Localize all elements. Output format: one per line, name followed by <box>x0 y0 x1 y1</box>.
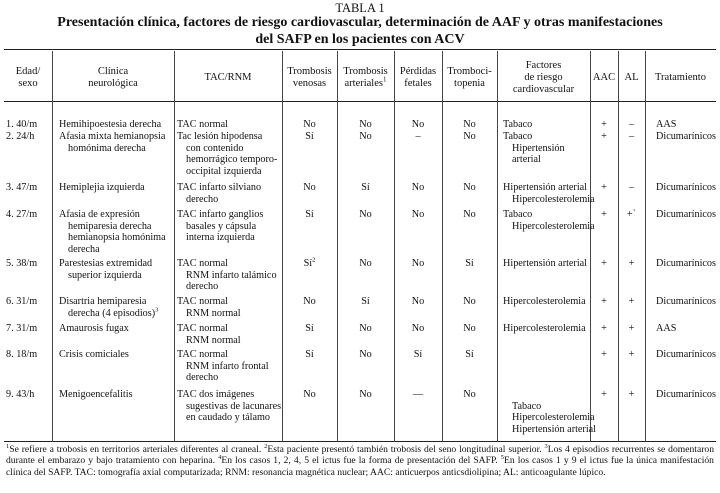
cell-trat: Dicumarínicos <box>656 209 716 220</box>
header-tv-line2: venosas <box>292 78 327 90</box>
cell-tac: RNM normal <box>186 334 241 346</box>
cell-aac: + <box>601 323 607 334</box>
cell-tac: en caudado y tálamo <box>186 412 271 424</box>
cell-tac: Tac lesión hipodensa <box>177 131 263 142</box>
cell-tp: No <box>463 119 476 130</box>
cell-pf: — <box>412 389 424 400</box>
cell-frcv: Hipercolesterolemia <box>512 220 595 232</box>
cell-al: + <box>628 389 635 400</box>
cell-frcv: Hipercolesterolemia <box>512 412 595 424</box>
cell-al: – <box>628 182 635 193</box>
header-tratamiento: Tratamiento <box>655 72 706 83</box>
cell-edad: 5. 38/m <box>6 258 38 269</box>
header-tv-line1: Trombosis <box>287 66 332 77</box>
cell-clinica: Menigoencefalitis <box>59 389 133 400</box>
cell-clinica: derecha <box>68 243 100 255</box>
cell-al: +` <box>626 209 637 220</box>
cell-tac: derecho <box>186 193 219 205</box>
cell-tv: Sí <box>305 349 314 360</box>
cell-pf: No <box>411 119 425 130</box>
cell-tp: No <box>463 131 476 142</box>
footnote-ref: 3 <box>155 306 159 314</box>
cell-pf: No <box>411 296 425 307</box>
cell-clinica: Amaurosis fugax <box>59 323 129 334</box>
cell-tp: No <box>463 296 476 307</box>
footnote-text-5: En los casos 1 y 9 el ictus fue la única manifestación clínica del SAFP. TAC: tomografía axial computarizada; RNM: resonancia magnética nuclear; AAC: anticuerpos anticsdiolipina; AL: anticoagulante lúpico. <box>6 455 714 478</box>
cell-ta: No <box>359 209 372 220</box>
cell-tv: Sí <box>305 209 314 220</box>
column-divider <box>394 51 395 442</box>
cell-tac: TAC infarto ganglios <box>177 209 264 220</box>
header-tp-line2: topenia <box>454 78 485 90</box>
cell-ta: No <box>359 323 372 334</box>
header-clinica <box>52 66 174 90</box>
title-line-2: del SAFP en los pacientes con ACV <box>255 31 465 47</box>
cell-pf: – <box>415 131 421 142</box>
header-fr-line3: cardiovascular <box>512 84 575 96</box>
cell-edad: 1. 40/m <box>6 119 38 130</box>
header-pf-line2: fetales <box>404 78 432 90</box>
cell-clinica: hemiparesia derecha <box>68 220 152 232</box>
footnote-number-2: 2 <box>264 442 268 450</box>
cell-tp: No <box>463 389 476 400</box>
header-aac: AAC <box>592 72 616 83</box>
cell-tac: RNM normal <box>186 307 241 319</box>
footnote-number-5: 5 <box>500 454 504 462</box>
cell-clinica: homónima derecha <box>68 142 146 154</box>
cell-clinica: derecha (4 episodios)$^3$ <box>68 306 159 319</box>
cell-frcv: Tabaco <box>503 209 533 220</box>
footnote-text-3: Los 4 episodios recurrentes se domentaron durante el embarazo y bajo tratamiento con heparina. <box>6 444 714 467</box>
header-tac-rnm: TAC/RNM <box>204 72 252 83</box>
header-edad-sexo <box>4 66 52 90</box>
cell-frcv: Hipercolesterolemia <box>503 323 586 334</box>
cell-frcv: Hipertensión arterial <box>512 423 597 435</box>
column-divider <box>337 51 338 442</box>
cell-frcv: Hipercolesterolemia <box>503 296 586 307</box>
cell-tac: RNM infarto frontal <box>186 360 269 372</box>
cell-aac: + <box>601 131 607 142</box>
header-factores-riesgo <box>497 60 590 97</box>
cell-trat: AAS <box>656 119 677 130</box>
column-divider <box>590 51 591 442</box>
header-clinica-line2: neurológica <box>88 78 138 90</box>
header-ta-line1: Trombosis <box>343 66 388 77</box>
cell-tp: No <box>463 182 476 193</box>
header-rule <box>4 101 716 102</box>
cell-clinica: Afasia mixta hemianopsia <box>59 131 166 142</box>
cell-tac: derecho <box>186 372 219 384</box>
footnote-text-4: En los casos 1, 2, 4, 5 el ictus fue la forma de presentación del SAFP. <box>221 455 501 467</box>
cell-tac: TAC normal <box>177 258 228 269</box>
cell-clinica: Crisis comiciales <box>59 349 129 360</box>
table-caption: TABLA 1 <box>335 1 385 15</box>
cell-frcv: Tabaco <box>503 119 533 130</box>
header-edad-line: Edad/ <box>15 66 41 77</box>
column-divider <box>442 51 443 442</box>
header-clinica-line1: Clínica <box>97 66 129 77</box>
header-ta-text: arteriales <box>344 78 383 90</box>
footnote-text-2: Esta paciente presentó también trobosis del seno longitudinal superior. <box>267 444 545 455</box>
cell-tac: TAC normal <box>177 349 228 360</box>
cell-ta: Sí <box>361 296 370 307</box>
cell-ta: No <box>359 389 372 400</box>
cell-pf: Sí <box>413 349 423 360</box>
bottom-rule <box>4 441 716 442</box>
cell-clinica: Hemiplejia izquierda <box>59 182 145 193</box>
cell-tac: sugestivas de lacunares <box>186 400 282 412</box>
cell-frcv: Hipertensión <box>512 142 565 154</box>
cell-edad: 4. 27/m <box>6 209 38 220</box>
cell-trat: Dicumarínicos <box>656 349 716 360</box>
cell-clinica: superior izquierda <box>68 269 142 281</box>
cell-edad: 6. 31/m <box>6 296 38 307</box>
cell-tac: basales y cápsula <box>186 220 257 232</box>
cell-edad: 9. 43/h <box>6 389 35 400</box>
cell-tac: TAC normal <box>177 296 228 307</box>
cell-tv: No <box>303 182 316 193</box>
footnotes <box>6 444 714 478</box>
cell-al: – <box>628 119 635 130</box>
cell-aac: + <box>601 296 607 307</box>
cell-frcv: Tabaco <box>512 400 542 412</box>
cell-frcv: Tabaco <box>503 131 533 142</box>
cell-al: + <box>628 296 635 307</box>
header-fr-line2: de riesgo <box>524 72 563 84</box>
footnote-ref: 2 <box>312 256 316 264</box>
table-title <box>6 15 714 48</box>
cell-trat: Dicumarínicos <box>656 182 716 193</box>
cell-tac: TAC dos imágenes <box>177 389 255 400</box>
cell-ta: No <box>359 131 372 142</box>
header-trombosis-venosas <box>282 66 337 90</box>
cell-tac: TAC normal <box>177 119 228 130</box>
cell-ta: No <box>359 258 372 269</box>
cell-frcv: Hipertensión arterial <box>503 258 588 269</box>
cell-aac: + <box>601 119 607 130</box>
cell-tv: $Sí^2$ <box>303 256 316 269</box>
cell-edad: 8. 18/m <box>6 349 38 360</box>
cell-tp: No <box>463 209 476 220</box>
cell-pf: No <box>411 323 425 334</box>
cell-trat: Dicumarínicos <box>656 258 716 269</box>
top-rule <box>4 49 716 50</box>
cell-tac: hemorrágico temporo- <box>186 154 278 166</box>
header-trombosis-arteriales <box>337 66 394 90</box>
cell-clinica: Hemihipoestesia derecha <box>59 119 162 130</box>
cell-al: + <box>628 258 635 269</box>
footnote-number-1: 1 <box>6 442 10 450</box>
header-tp-line1: Tromboci- <box>447 66 492 77</box>
cell-aac: + <box>601 349 607 360</box>
footnote-ref-1: 1 <box>382 75 387 84</box>
cell-pf: No <box>411 258 425 269</box>
cell-tv: Sí <box>305 323 314 334</box>
cell-al: + <box>628 323 635 334</box>
footnote-number-4: 4 <box>218 454 222 462</box>
cell-tac: derecho <box>186 281 219 293</box>
header-pf-line1: Pérdidas <box>399 66 437 77</box>
header-sexo-line: sexo <box>18 78 38 90</box>
column-divider <box>52 51 53 442</box>
cell-tv: Sí <box>305 131 314 142</box>
title-line-1: Presentación clínica, factores de riesgo cardiovascular, determinación de AAF y otras manifestaciones <box>57 15 663 30</box>
cell-trat: Dicumarínicos <box>656 389 716 400</box>
cell-tac: con contenido <box>186 142 244 154</box>
cell-edad: 2. 24/h <box>6 131 35 142</box>
cell-tv: No <box>303 119 316 130</box>
header-perdidas-fetales <box>394 66 442 90</box>
footnote-number-3: 3 <box>544 442 548 450</box>
cell-tac: occipital izquierda <box>186 165 262 177</box>
cell-pf: No <box>411 182 425 193</box>
cell-tv: No <box>303 389 316 400</box>
column-divider <box>645 51 646 442</box>
footnote-text-1: Se refiere a trobosis en territorios arteriales diferentes al craneal. <box>9 444 265 455</box>
column-divider <box>497 51 498 442</box>
header-ta-line2 <box>337 75 394 90</box>
cell-aac: + <box>601 209 607 220</box>
cell-edad: 7. 31/m <box>6 323 38 334</box>
cell-tp: Sí <box>465 349 474 360</box>
column-divider <box>618 51 619 442</box>
cell-tac: TAC infarto silviano <box>177 182 262 193</box>
cell-tp: No <box>463 323 476 334</box>
cell-al: + <box>628 349 635 360</box>
cell-tp: Sí <box>465 258 474 269</box>
cell-edad: 3. 47/m <box>6 182 38 193</box>
cell-frcv: Hipertensión arterial <box>503 182 588 193</box>
cell-trat: AAS <box>656 323 677 334</box>
cell-tv: No <box>303 296 316 307</box>
cell-tac: TAC normal <box>177 323 228 334</box>
cell-trat: Dicumarínicos <box>656 131 716 142</box>
cell-ta: No <box>359 349 372 360</box>
cell-al: – <box>628 131 635 142</box>
cell-trat: Dicumarínicos <box>656 296 716 307</box>
cell-ta: Sí <box>361 182 370 193</box>
cell-aac: + <box>601 389 607 400</box>
cell-clinica: Disartria hemiparesia <box>59 296 147 307</box>
cell-aac: + <box>601 258 607 269</box>
cell-clinica: Parestesias extremidad <box>59 258 153 269</box>
header-fr-line1: Factores <box>525 60 562 71</box>
cell-clinica: hemianopsia homónima <box>68 232 166 244</box>
cell-tac: interna izquierda <box>186 232 255 244</box>
header-al: AL <box>624 72 639 83</box>
header-trombocitopenia <box>442 66 497 90</box>
cell-frcv: Hipercolesterolemia <box>512 193 595 205</box>
cell-aac: + <box>601 182 607 193</box>
cell-frcv: arterial <box>512 154 541 166</box>
cell-clinica: Afasia de expresión <box>59 209 140 220</box>
cell-tac: RNM infarto talámico <box>186 269 277 281</box>
cell-pf: No <box>411 209 425 220</box>
cell-ta: No <box>359 119 372 130</box>
